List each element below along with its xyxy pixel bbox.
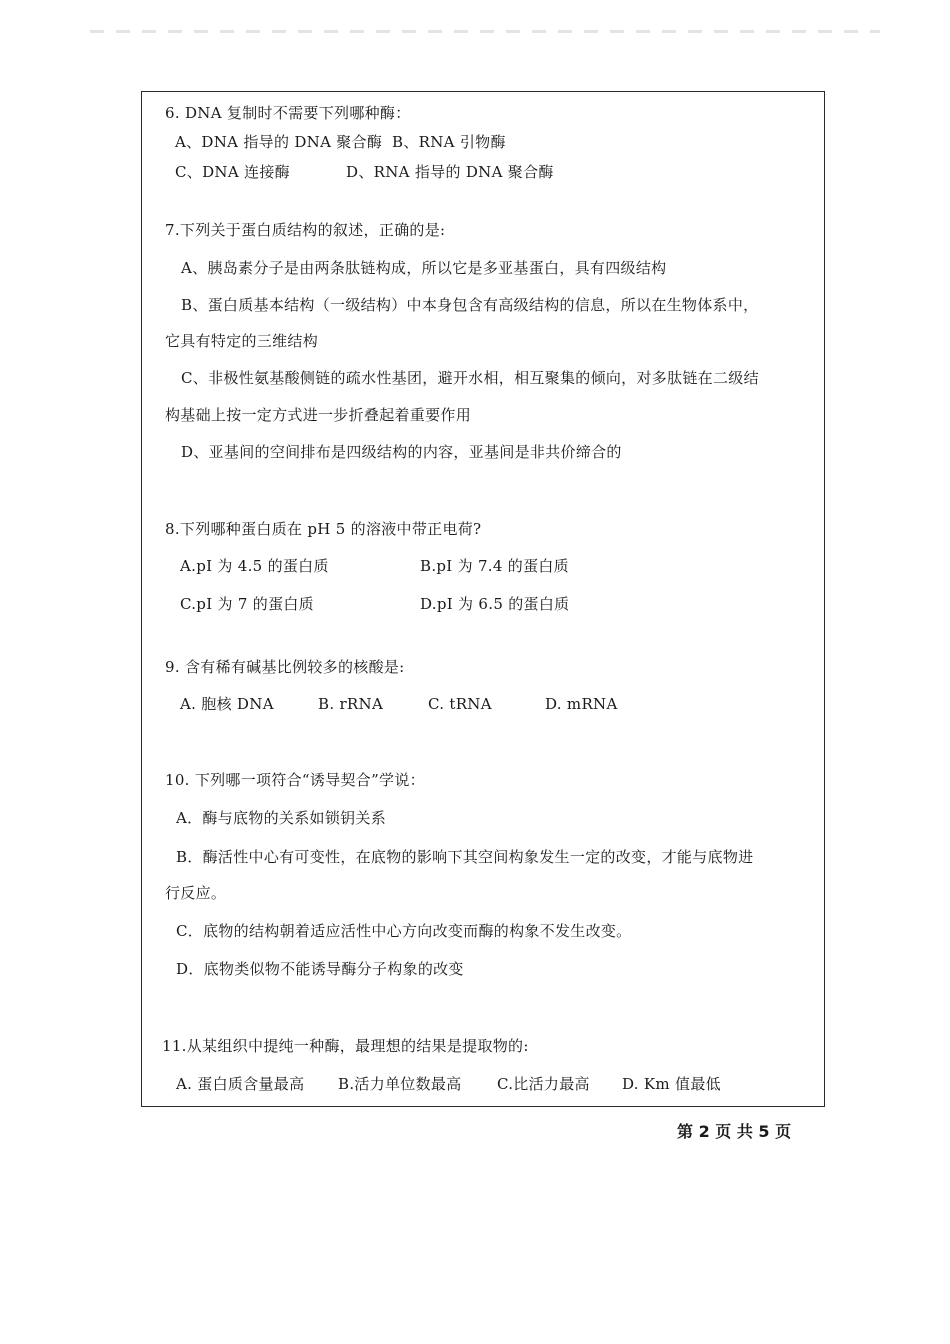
question-9-option-d: D. mRNA <box>545 695 618 713</box>
question-10-option-a: A．酶与底物的关系如锁钥关系 <box>176 809 387 827</box>
question-11-option-d: D. Km 值最低 <box>622 1075 721 1093</box>
question-7-stem: 7.下列关于蛋白质结构的叙述，正确的是: <box>165 221 446 239</box>
question-9-option-a: A. 胞核 DNA <box>180 695 274 713</box>
question-10-option-d: D．底物类似物不能诱导酶分子构象的改变 <box>176 960 464 978</box>
question-8-option-b: B.pI 为 7.4 的蛋白质 <box>420 557 569 575</box>
question-6-option-d: D、RNA 指导的 DNA 聚合酶 <box>346 163 554 181</box>
question-10-option-b: B．酶活性中心有可变性，在底物的影响下其空间构象发生一定的改变，才能与底物进 <box>176 848 754 866</box>
question-7-option-c-cont: 构基础上按一定方式进一步折叠起着重要作用 <box>165 406 472 424</box>
question-8-option-c: C.pI 为 7 的蛋白质 <box>180 595 314 613</box>
question-7-option-a: A、胰岛素分子是由两条肽链构成，所以它是多亚基蛋白，具有四级结构 <box>181 259 667 277</box>
question-6-stem: 6. DNA 复制时不需要下列哪种酶： <box>165 104 411 122</box>
question-9-option-b: B. rRNA <box>318 695 384 713</box>
question-9-stem: 9. 含有稀有碱基比例较多的核酸是: <box>165 658 405 676</box>
question-11-option-b: B.活力单位数最高 <box>338 1075 462 1093</box>
question-11-option-c: C.比活力最高 <box>497 1075 590 1093</box>
question-10-option-c: C．底物的结构朝着适应活性中心方向改变而酶的构象不发生改变。 <box>176 922 632 940</box>
question-7-option-b: B、蛋白质基本结构（一级结构）中本身包含有高级结构的信息，所以在生物体系中， <box>181 296 759 314</box>
question-6-option-c: C、DNA 连接酶 <box>175 163 290 181</box>
question-7-option-c: C、非极性氨基酸侧链的疏水性基团，避开水相，相互聚集的倾向，对多肽链在二级结 <box>181 369 759 387</box>
question-7-option-b-cont: 它具有特定的三维结构 <box>165 332 319 350</box>
question-10-option-b-cont: 行反应。 <box>165 884 227 902</box>
question-8-option-a: A.pI 为 4.5 的蛋白质 <box>180 557 329 575</box>
question-11-stem: 11.从某组织中提纯一种酶，最理想的结果是提取物的: <box>162 1037 529 1055</box>
question-7-option-d: D、亚基间的空间排布是四级结构的内容，亚基间是非共价缔合的 <box>181 443 622 461</box>
question-10-stem: 10. 下列哪一项符合“诱导契合”学说： <box>165 771 425 789</box>
question-8-option-d: D.pI 为 6.5 的蛋白质 <box>420 595 570 613</box>
question-11-option-a: A. 蛋白质含量最高 <box>176 1075 305 1093</box>
question-6-option-a: A、DNA 指导的 DNA 聚合酶 <box>175 133 383 151</box>
question-8-stem: 8.下列哪种蛋白质在 pH 5 的溶液中带正电荷? <box>165 520 482 538</box>
question-9-option-c: C. tRNA <box>428 695 492 713</box>
question-6-option-b: B、RNA 引物酶 <box>392 133 506 151</box>
page-number: 第 2 页 共 5 页 <box>677 1122 792 1141</box>
scan-artifact <box>90 30 880 33</box>
